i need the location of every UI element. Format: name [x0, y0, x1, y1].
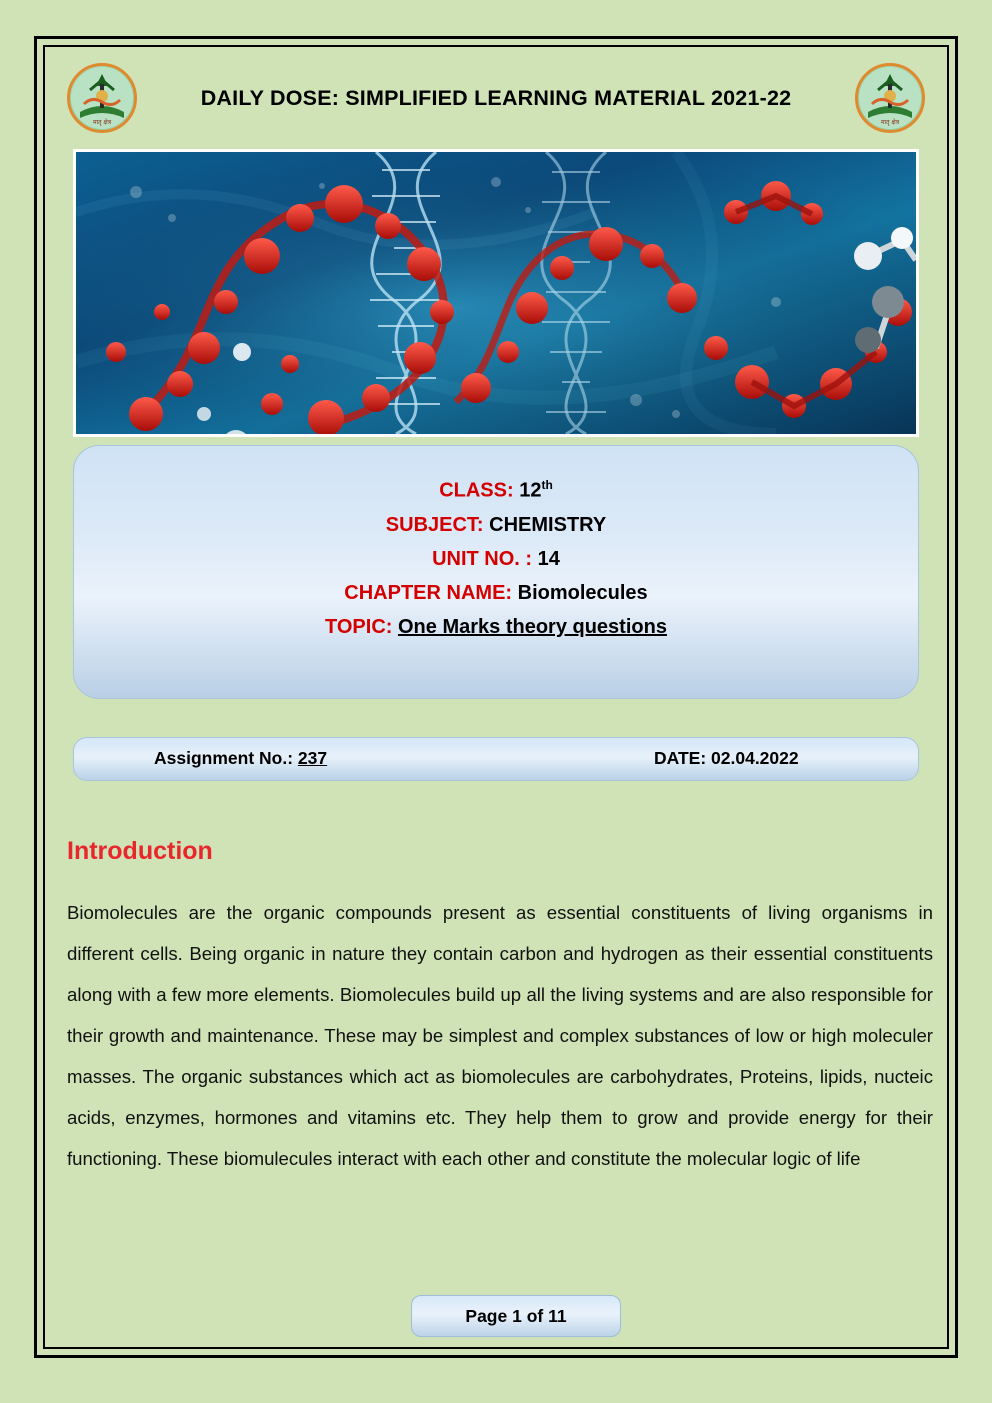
- class-value-superscript: th: [541, 478, 553, 492]
- subject-label: SUBJECT:: [385, 513, 484, 536]
- introduction-paragraph: Biomolecules are the organic compounds present as essential constituents of living organisms in different cells. Being organic in nature they contain carbon and hydrogen as their essential constituents along with a few more elements. Biomolecules build up all the living systems and are also responsible for their growth and maintenance. These may be simplest and complex substances of low or high moleculer masses. The organic substances which act as biomolecules are carbohydrates, Proteins, lipids, nucteic acids, enzymes, hormones and vitamins etc. They help them to grow and provide energy for their functioning. These biomulecules interact with each other and constitute the molecular logic of life: [67, 902, 933, 1169]
- lesson-info-card: [73, 445, 919, 699]
- class-value: 12: [519, 479, 542, 502]
- assignment-date: DATE: 02.04.2022: [654, 748, 799, 768]
- topic-label: TOPIC:: [325, 615, 393, 638]
- document-header: [65, 57, 927, 139]
- topic-value: One Marks theory questions: [398, 615, 667, 638]
- assignment-number: 237: [297, 748, 328, 768]
- unit-line: [74, 542, 918, 576]
- topic-line: [74, 610, 918, 644]
- class-line: [74, 468, 918, 508]
- chapter-label: CHAPTER NAME:: [344, 581, 513, 604]
- unit-label: UNIT NO. :: [432, 547, 533, 570]
- assignment-bar: [73, 737, 919, 781]
- page-inner-border: [43, 45, 949, 1349]
- assignment-label: Assignment No.:: [154, 748, 294, 768]
- unit-value: 14: [537, 547, 560, 570]
- school-emblem-icon-right: [855, 63, 925, 133]
- subject-value: CHEMISTRY: [489, 513, 607, 536]
- class-label: CLASS:: [439, 479, 514, 502]
- section-title: Introduction: [67, 837, 213, 865]
- document-page: [34, 36, 958, 1358]
- subject-line: [74, 508, 918, 542]
- assignment-number-group: [154, 748, 327, 769]
- svg-text:मातृ क्षेत्र: मातृ क्षेत्र: [880, 119, 900, 126]
- page-title: DAILY DOSE: SIMPLIFIED LEARNING MATERIAL 2021-22: [200, 85, 792, 110]
- dna-molecules-illustration: [73, 149, 919, 437]
- page-number-badge: Page 1 of 11: [411, 1295, 621, 1337]
- chapter-line: [74, 576, 918, 610]
- chapter-value: Biomolecules: [517, 581, 648, 604]
- svg-text:मातृ क्षेत्र: मातृ क्षेत्र: [92, 119, 112, 126]
